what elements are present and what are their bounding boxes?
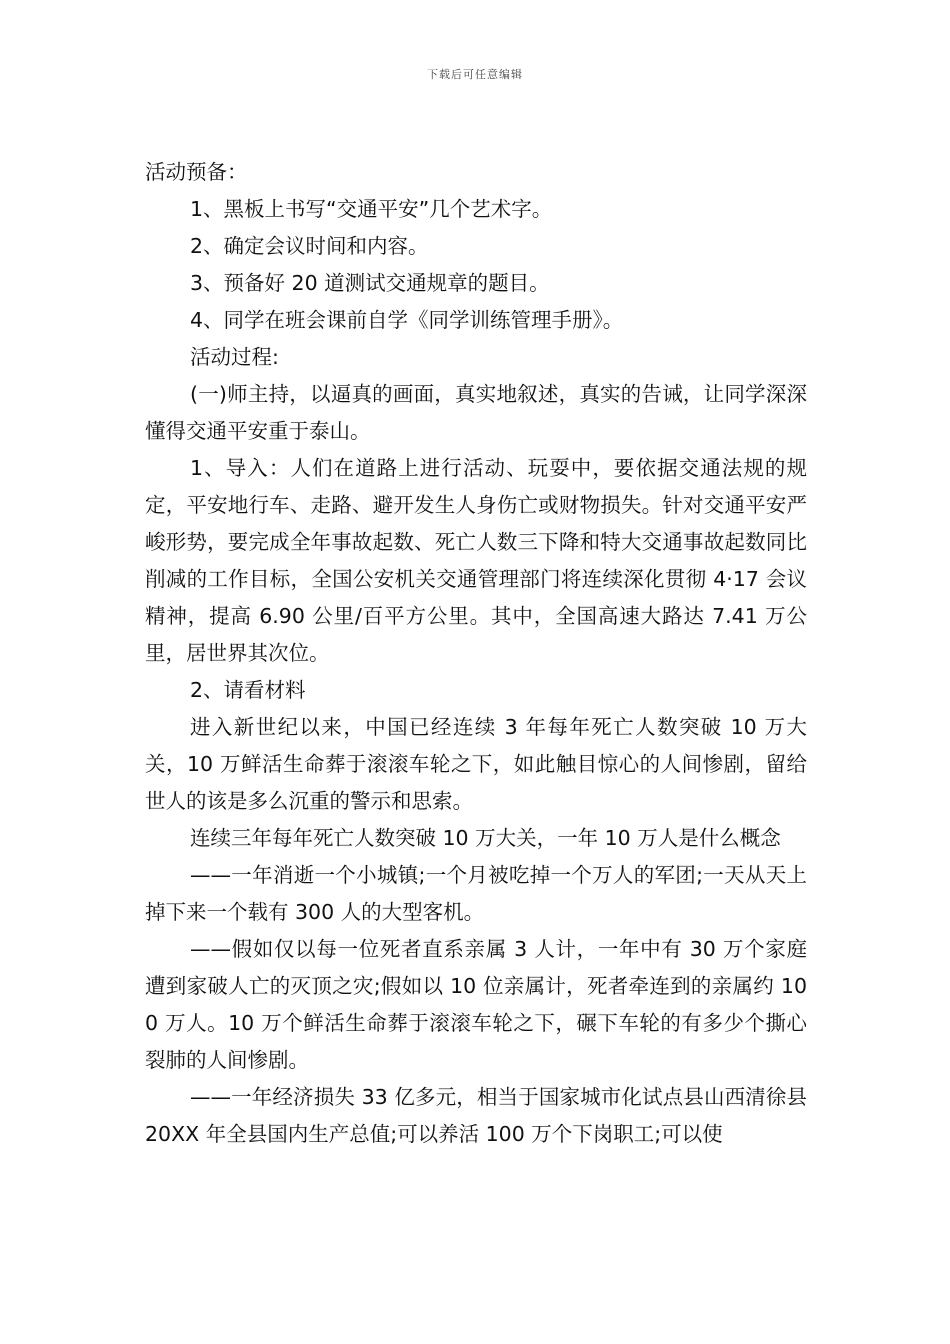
paragraph-material-1: 进入新世纪以来，中国已经连续 3 年每年死亡人数突破 10 万大关，10 万鲜活生命葬于滚滚车轮之下，如此触目惊心的人间惨剧，留给世人的该是多么沉重的警示和思索。 (145, 715, 807, 813)
paragraph-prep-1: 1、黑板上书写“交通平安”几个艺术字。 (190, 197, 553, 221)
paragraph-prep-title: 活动预备： (145, 160, 248, 184)
document-body (145, 154, 807, 1153)
paragraph-material-5: ——一年经济损失 33 亿多元，相当于国家城市化试点县山西清徐县 20XX 年全县国内生产总值;可以养活 100 万个下岗职工;可以使 (145, 1085, 807, 1146)
paragraph-material-4: ——假如仅以每一位死者直系亲属 3 人计，一年中有 30 万个家庭遭到家破人亡的灭顶之灾;假如以 10 位亲属计，死者牵连到的亲属约 100 万人。10 万个鲜活生命葬于滚滚车轮之下，碾下车轮的有多少个撕心裂肺的人间惨剧。 (145, 937, 807, 1072)
paragraph-material-2: 连续三年每年死亡人数突破 10 万大关，一年 10 万人是什么概念 (190, 826, 781, 850)
paragraph-material-3: ——一年消逝一个小城镇;一个月被吃掉一个万人的军团;一天从天上掉下来一个载有 300 人的大型客机。 (145, 863, 807, 924)
paragraph-process-1: (一)师主持，以逼真的画面，真实地叙述，真实的告诫，让同学深深懂得交通平安重于泰山。 (145, 382, 807, 443)
paragraph-intro: 1、导入：人们在道路上进行活动、玩耍中，要依据交通法规的规定，平安地行车、走路、避开发生人身伤亡或财物损失。针对交通平安严峻形势，要完成全年事故起数、死亡人数三下降和特大交通事故起数同比削减的工作目标，全国公安机关交通管理部门将连续深化贯彻 4·17 会议精神，提高 6.90 公里/百平方公里。其中，全国高速大路达 7.41 万公里，居世界其次位。 (145, 456, 807, 665)
paragraph-prep-2: 2、确定会议时间和内容。 (190, 234, 429, 258)
paragraph-prep-4: 4、同学在班会课前自学《同学训练管理手册》。 (190, 308, 624, 332)
paragraph-process-title: 活动过程: (190, 345, 279, 369)
paragraph-prep-3: 3、预备好 20 道测试交通规章的题目。 (190, 271, 550, 295)
paragraph-material-title: 2、请看材料 (190, 678, 306, 702)
page-header: 下载后可任意编辑 (427, 68, 523, 81)
